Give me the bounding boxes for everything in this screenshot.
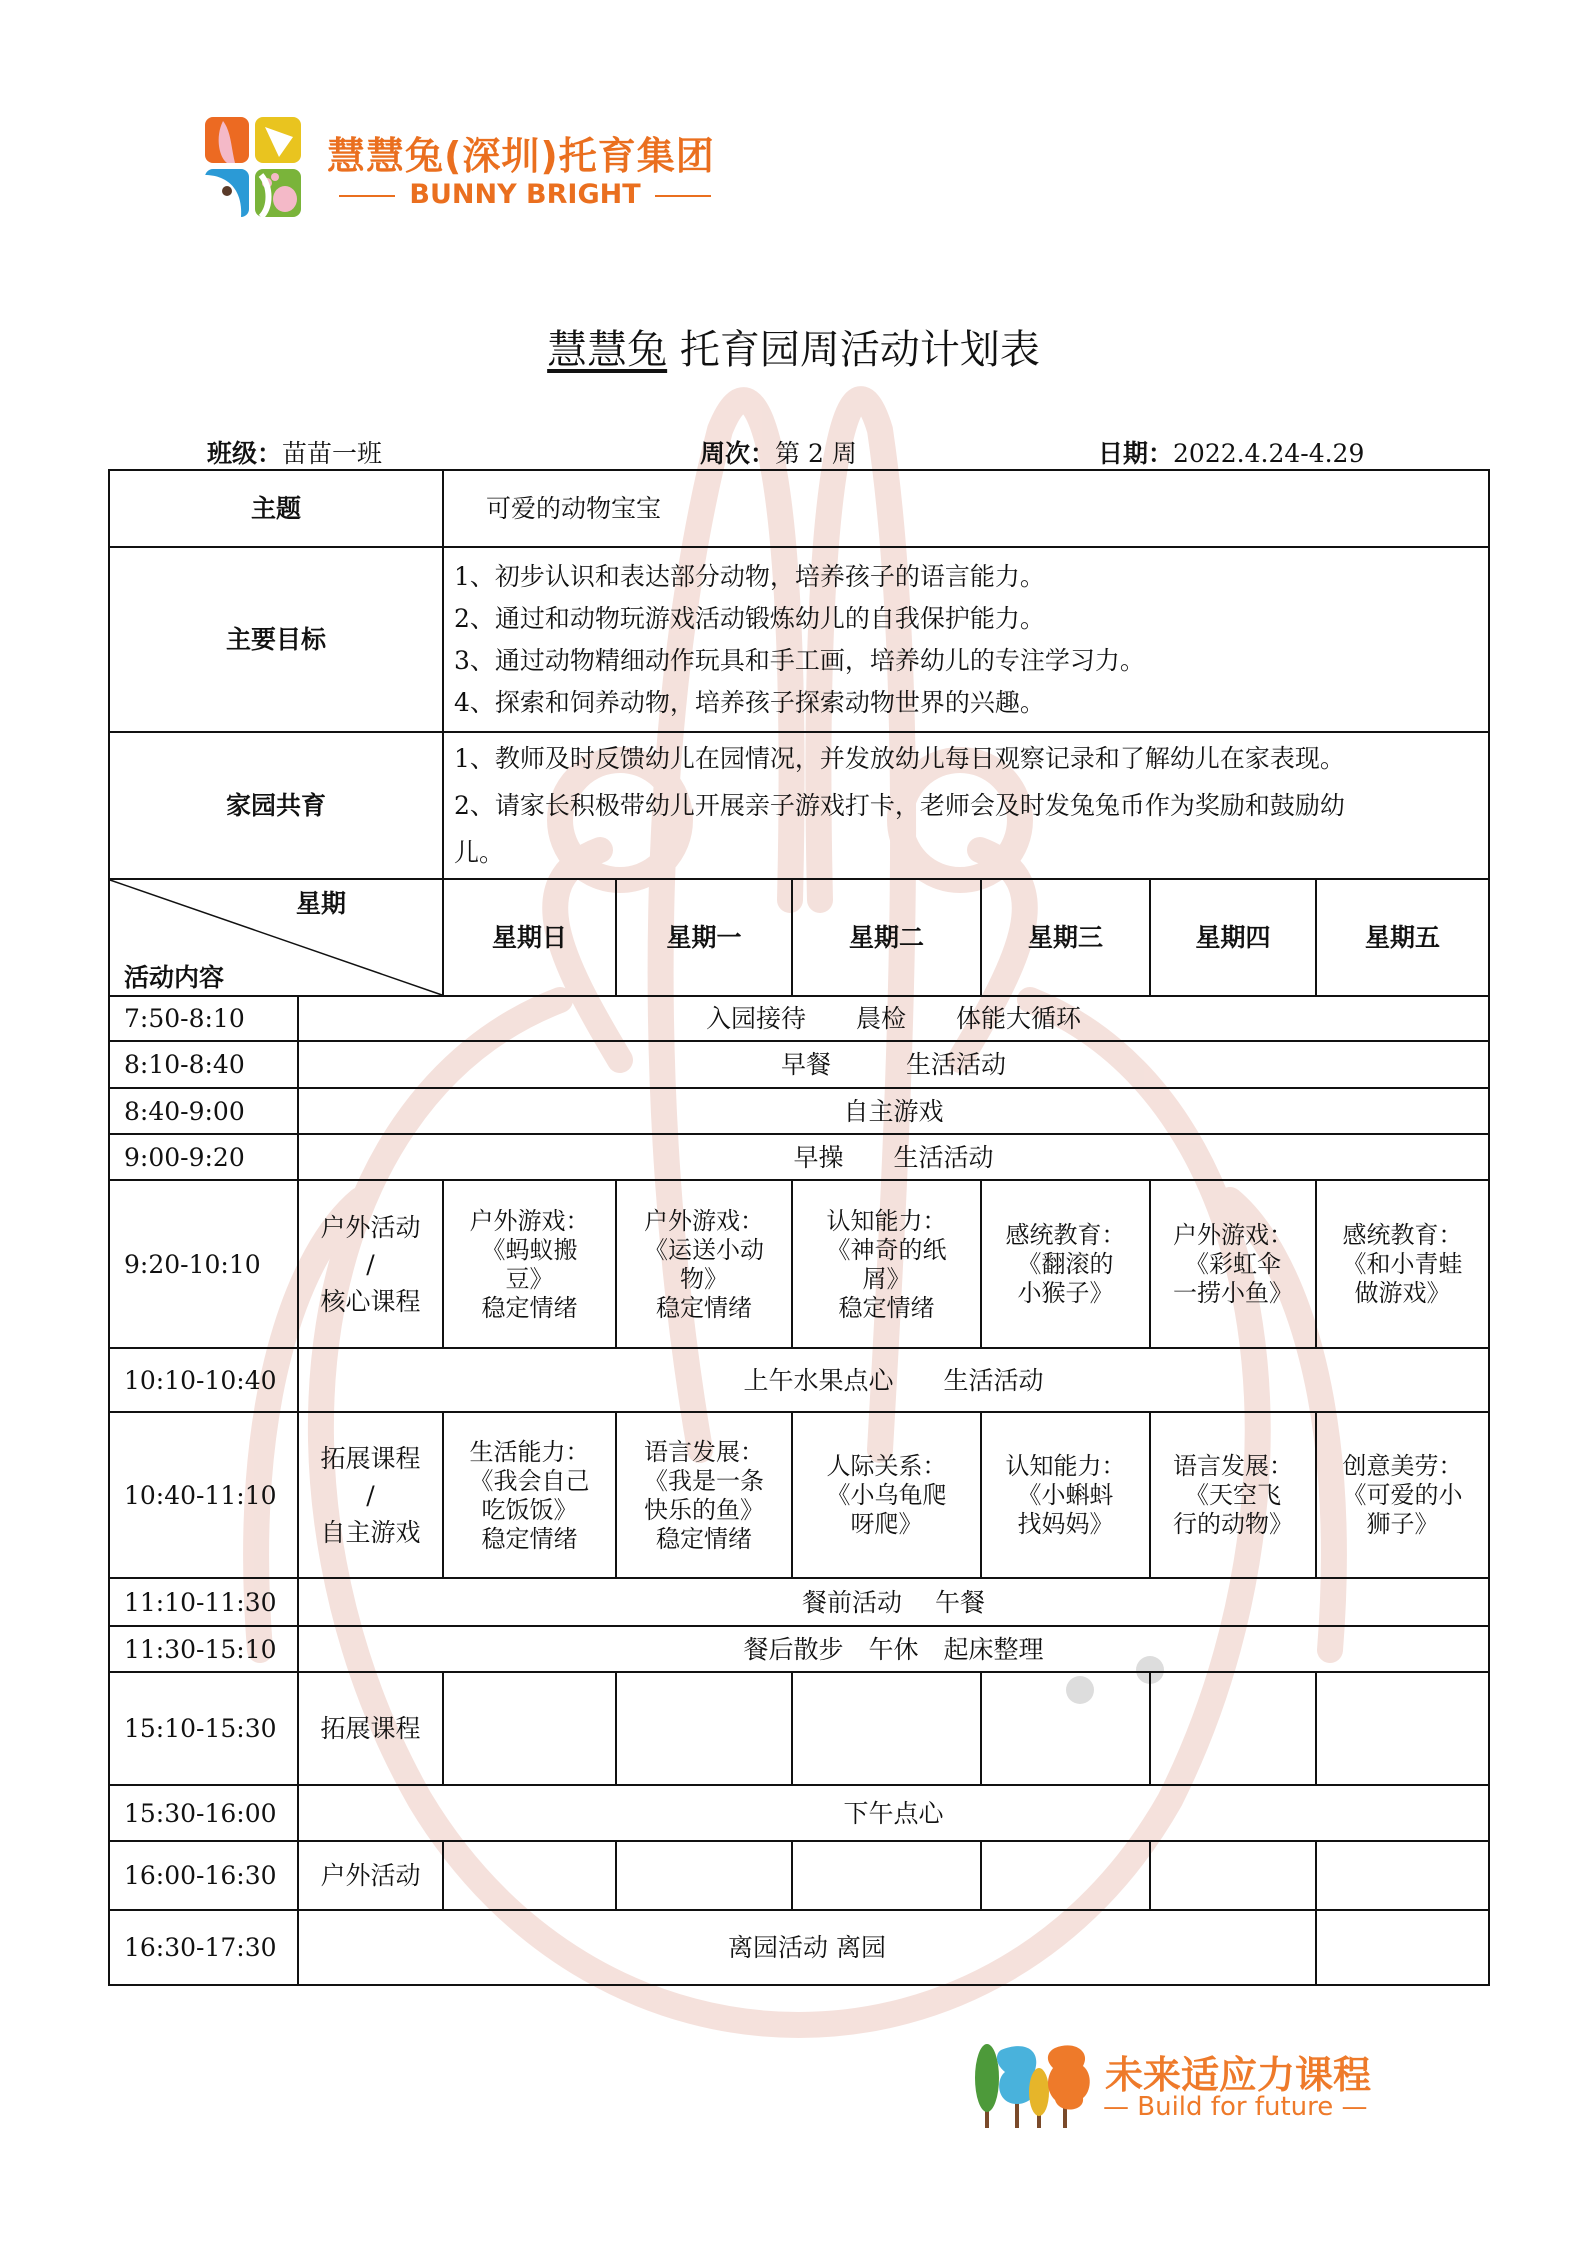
day-activity-line: 《蚂蚁搬 bbox=[481, 1235, 578, 1264]
trees-logo-icon bbox=[975, 2040, 1093, 2130]
day-activity-line: 创意美劳： bbox=[1342, 1452, 1463, 1480]
category-line: / bbox=[366, 1249, 375, 1279]
day-activity-line: 《我会自己 bbox=[469, 1466, 590, 1495]
goal-item: 3、通过动物精细动作玩具和手工画，培养幼儿的专注学习力。 bbox=[454, 645, 1145, 675]
day-activity-cell bbox=[982, 1181, 1149, 1347]
header-day-fri: 星期五 bbox=[1364, 923, 1440, 952]
day-activity-line: 感统教育： bbox=[1342, 1221, 1463, 1249]
time-cell: 9:20-10:10 bbox=[124, 1249, 261, 1279]
page-title bbox=[0, 318, 1587, 375]
time-cell: 11:30-15:10 bbox=[124, 1634, 277, 1664]
day-activity-line: 行的动物》 bbox=[1173, 1510, 1293, 1538]
category-line: / bbox=[366, 1480, 375, 1510]
time-cell: 11:10-11:30 bbox=[124, 1587, 277, 1617]
header-day-thu: 星期四 bbox=[1195, 923, 1271, 952]
time-cell: 8:10-8:40 bbox=[124, 1050, 245, 1079]
day-activity-line: 快乐的鱼》 bbox=[644, 1495, 764, 1524]
date-label: 日期： bbox=[1098, 439, 1174, 468]
logo-name-cn: 慧慧兔(深圳)托育集团 bbox=[327, 134, 715, 178]
day-activity-line: 吃饭饭》 bbox=[481, 1495, 578, 1524]
day-activity-line: 《彩虹伞 bbox=[1185, 1250, 1281, 1278]
day-activity-line: 《我是一条 bbox=[644, 1466, 764, 1495]
header-corner-week: 星期 bbox=[296, 889, 347, 918]
activity-span: 餐后散步 午休 起床整理 bbox=[743, 1634, 1044, 1664]
day-activity-line: 语言发展： bbox=[1173, 1452, 1293, 1480]
day-activity-line: 《小蝌蚪 bbox=[1017, 1481, 1114, 1509]
class-info bbox=[207, 434, 382, 470]
day-activity-line: 一捞小鱼》 bbox=[1173, 1279, 1293, 1307]
category-line: 自主游戏 bbox=[320, 1517, 421, 1547]
week-label: 周次： bbox=[700, 439, 776, 468]
time-cell: 7:50-8:10 bbox=[124, 1004, 245, 1033]
day-activity-cell bbox=[1317, 1413, 1488, 1577]
activity-span: 上午水果点心 生活活动 bbox=[743, 1365, 1044, 1395]
day-activity-cell bbox=[617, 1413, 791, 1577]
day-activity-line: 物》 bbox=[680, 1264, 728, 1293]
class-value: 苗苗一班 bbox=[282, 439, 383, 468]
day-activity-line: 《小乌龟爬 bbox=[826, 1481, 947, 1509]
home-item: 2、请家长积极带幼儿开展亲子游戏打卡，老师会及时发兔兔币作为奖励和鼓励幼 bbox=[454, 791, 1345, 820]
title-brand: 慧慧兔 bbox=[547, 327, 668, 373]
day-activity-line: 感统教育： bbox=[1005, 1221, 1126, 1249]
theme-label: 主题 bbox=[250, 494, 301, 523]
time-cell: 9:00-9:20 bbox=[124, 1142, 245, 1172]
day-activity-line: 稳定情绪 bbox=[481, 1293, 578, 1322]
bunny-logo-icon bbox=[205, 117, 301, 217]
day-activity-line: 户外游戏： bbox=[469, 1206, 590, 1235]
logo-name-en-text: BUNNY BRIGHT bbox=[409, 179, 641, 210]
theme-value: 可爱的动物宝宝 bbox=[486, 494, 662, 523]
day-activity-line: 呀爬》 bbox=[850, 1510, 923, 1538]
day-activity-line: 小猴子》 bbox=[1017, 1279, 1114, 1307]
date-value: 2022.4.24-4.29 bbox=[1173, 439, 1365, 468]
title-rest: 托育园周活动计划表 bbox=[679, 327, 1040, 373]
day-activity-line: 户外游戏： bbox=[1173, 1221, 1293, 1249]
activity-span: 餐前活动 午餐 bbox=[802, 1587, 985, 1617]
category-line: 拓展课程 bbox=[320, 1443, 421, 1473]
day-activity-line: 稳定情绪 bbox=[656, 1293, 752, 1322]
category-cell: 拓展课程 bbox=[320, 1714, 421, 1743]
home-item: 1、教师及时反馈幼儿在园情况，并发放幼儿每日观察记录和了解幼儿在家表现。 bbox=[454, 744, 1345, 773]
category-cell bbox=[299, 1181, 442, 1347]
day-activity-line: 生活能力： bbox=[469, 1437, 590, 1466]
time-cell: 10:40-11:10 bbox=[124, 1480, 277, 1510]
day-activity-cell bbox=[793, 1413, 980, 1577]
activity-span: 早操 生活活动 bbox=[793, 1142, 994, 1172]
time-cell: 15:10-15:30 bbox=[124, 1714, 277, 1743]
day-activity-line: 人际关系： bbox=[826, 1452, 947, 1480]
time-cell: 15:30-16:00 bbox=[124, 1798, 277, 1828]
day-activity-line: 找妈妈》 bbox=[1017, 1510, 1114, 1538]
day-activity-line: 户外游戏： bbox=[644, 1206, 764, 1235]
time-cell: 16:30-17:30 bbox=[124, 1933, 277, 1962]
future-course-logo bbox=[975, 2040, 1415, 2130]
day-activity-line: 狮子》 bbox=[1366, 1510, 1439, 1538]
header-corner-activity: 活动内容 bbox=[124, 963, 225, 992]
day-activity-line: 《翻滚的 bbox=[1017, 1250, 1114, 1278]
day-activity-line: 稳定情绪 bbox=[656, 1524, 752, 1553]
date-info bbox=[1098, 434, 1364, 470]
home-item: 儿。 bbox=[454, 838, 505, 867]
day-activity-cell bbox=[444, 1181, 615, 1347]
week-info bbox=[700, 434, 857, 470]
day-activity-line: 语言发展： bbox=[644, 1437, 764, 1466]
class-label: 班级： bbox=[207, 439, 283, 468]
day-activity-cell bbox=[1317, 1181, 1488, 1347]
day-activity-line: 《运送小动 bbox=[644, 1235, 764, 1264]
day-activity-line: 稳定情绪 bbox=[838, 1293, 935, 1322]
category-line: 户外活动 bbox=[320, 1212, 421, 1242]
day-activity-cell bbox=[793, 1181, 980, 1347]
home-label: 家园共育 bbox=[225, 791, 326, 820]
day-activity-line: 认知能力： bbox=[826, 1206, 947, 1235]
logo-name-en bbox=[325, 179, 725, 210]
time-cell: 10:10-10:40 bbox=[124, 1365, 277, 1395]
category-line: 核心课程 bbox=[320, 1286, 421, 1316]
header-day-sun: 星期日 bbox=[491, 923, 567, 952]
time-cell: 8:40-9:00 bbox=[124, 1096, 245, 1126]
day-activity-cell bbox=[1151, 1181, 1315, 1347]
header-day-mon: 星期一 bbox=[666, 923, 742, 952]
day-activity-line: 豆》 bbox=[505, 1264, 554, 1293]
header-day-tue: 星期二 bbox=[848, 923, 924, 952]
activity-span: 早餐 生活活动 bbox=[780, 1050, 1006, 1079]
day-activity-cell bbox=[444, 1413, 615, 1577]
day-activity-line: 《和小青蛙 bbox=[1342, 1250, 1463, 1278]
time-cell: 16:00-16:30 bbox=[124, 1861, 277, 1890]
day-activity-line: 屑》 bbox=[862, 1264, 911, 1293]
header-day-wed: 星期三 bbox=[1027, 923, 1103, 952]
goals-list bbox=[444, 548, 1488, 731]
activity-span: 入园接待 晨检 体能大循环 bbox=[705, 1004, 1081, 1033]
goals-label: 主要目标 bbox=[225, 625, 326, 654]
footer-name-en: — Build for future — bbox=[1103, 2092, 1368, 2122]
day-activity-line: 稳定情绪 bbox=[481, 1524, 578, 1553]
day-activity-line: 认知能力： bbox=[1005, 1452, 1126, 1480]
category-cell bbox=[299, 1413, 442, 1577]
goal-item: 4、探索和饲养动物，培养孩子探索动物世界的兴趣。 bbox=[454, 687, 1045, 717]
day-activity-line: 《天空飞 bbox=[1185, 1481, 1281, 1509]
activity-span: 离园活动 离园 bbox=[728, 1933, 886, 1962]
home-list bbox=[444, 733, 1488, 878]
day-activity-cell bbox=[1151, 1413, 1315, 1577]
activity-span: 自主游戏 bbox=[843, 1096, 944, 1126]
day-activity-line: 做游戏》 bbox=[1354, 1279, 1451, 1307]
day-activity-cell bbox=[617, 1181, 791, 1347]
activity-span: 下午点心 bbox=[843, 1798, 944, 1828]
day-activity-cell bbox=[982, 1413, 1149, 1577]
footer-name-cn: 未来适应力课程 bbox=[1105, 2053, 1372, 2097]
day-activity-line: 《神奇的纸 bbox=[826, 1235, 947, 1264]
week-value: 第 2 周 bbox=[775, 439, 857, 468]
goal-item: 1、初步认识和表达部分动物，培养孩子的语言能力。 bbox=[454, 561, 1045, 591]
category-cell: 户外活动 bbox=[320, 1861, 421, 1890]
bunny-bright-logo bbox=[205, 117, 725, 217]
goal-item: 2、通过和动物玩游戏活动锻炼幼儿的自我保护能力。 bbox=[454, 603, 1045, 633]
day-activity-line: 《可爱的小 bbox=[1342, 1481, 1463, 1509]
